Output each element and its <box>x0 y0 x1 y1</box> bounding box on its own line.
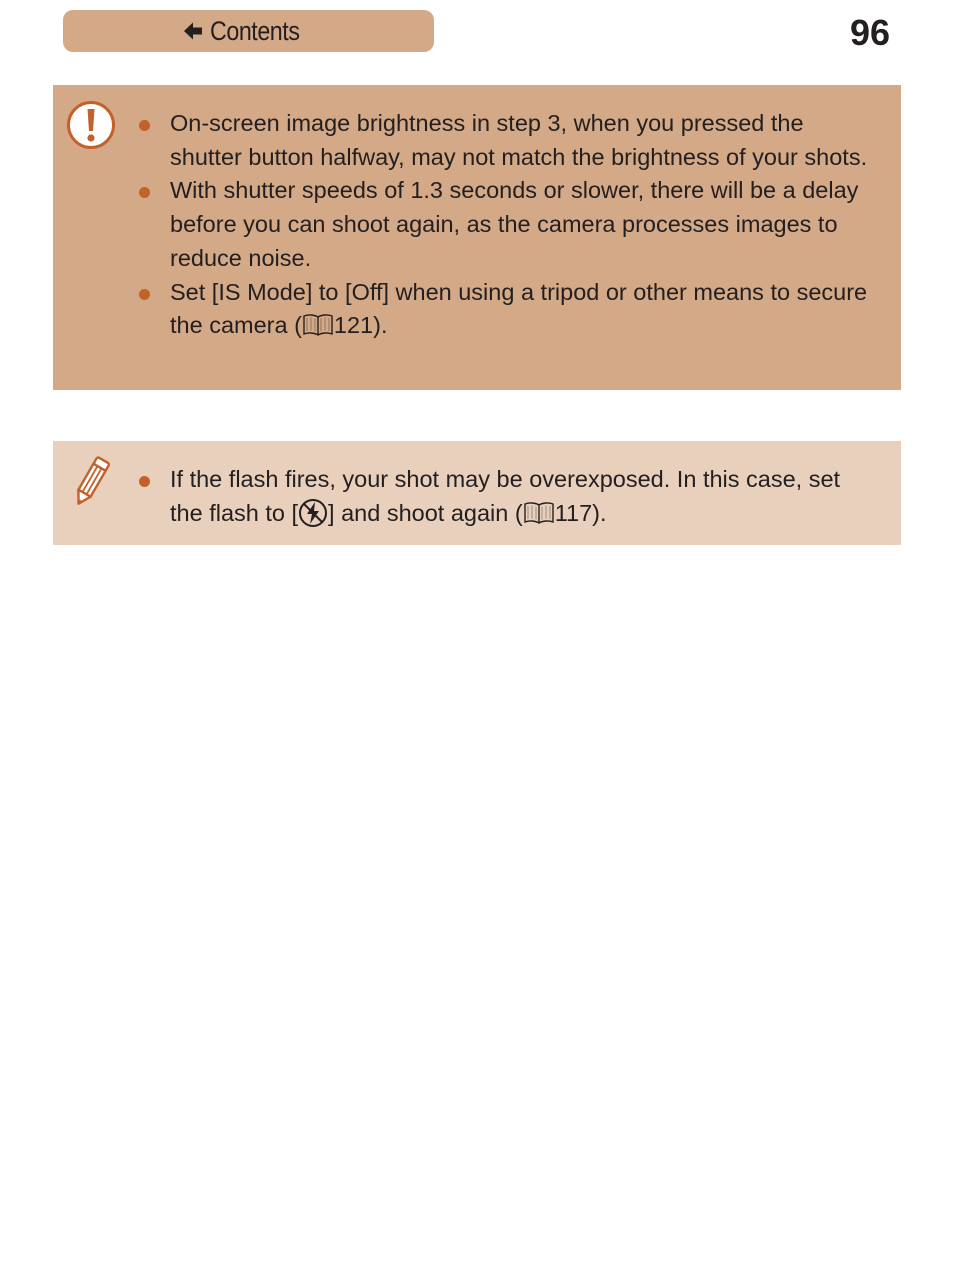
page-ref-link[interactable]: 117 <box>554 499 593 526</box>
flash-off-icon <box>298 498 328 528</box>
note-item-text: If the flash fires, your shot may be overexposed. In this case, set the flash to [ <box>170 466 841 526</box>
caution-icon <box>66 100 116 150</box>
caution-box <box>53 85 901 390</box>
list-item <box>170 463 871 530</box>
pencil-icon <box>69 455 113 509</box>
contents-button[interactable] <box>63 10 434 52</box>
book-icon <box>523 501 555 525</box>
caution-item-text: With shutter speeds of 1.3 seconds or slower, there will be a delay before you can shoot again, as the camera processes images to reduce noise. <box>170 177 859 271</box>
bullet-icon <box>139 120 150 131</box>
list-item <box>170 174 871 275</box>
arrow-left-icon <box>182 20 204 42</box>
note-item-text-end: ). <box>592 499 607 526</box>
caution-item-text-end: ). <box>373 312 388 339</box>
note-box <box>53 441 901 545</box>
contents-label: Contents <box>210 15 300 46</box>
note-item-text-mid: ] and shoot again ( <box>328 499 523 526</box>
page-ref-link[interactable]: 121 <box>333 312 374 339</box>
caution-list <box>170 107 871 343</box>
list-item <box>170 276 871 343</box>
page-number: 96 <box>849 12 890 53</box>
bullet-icon <box>139 476 150 487</box>
bullet-icon <box>139 289 150 300</box>
note-list <box>170 463 871 530</box>
bullet-icon <box>139 187 150 198</box>
book-icon <box>302 313 334 337</box>
list-item <box>170 107 871 174</box>
contents-button-inner <box>182 16 314 47</box>
caution-item-text: Set [IS Mode] to [Off] when using a tripod or other means to secure the camera ( <box>170 278 868 339</box>
caution-item-text: On-screen image brightness in step 3, when you pressed the shutter button halfway, may not match the brightness of your shots. <box>170 110 868 170</box>
